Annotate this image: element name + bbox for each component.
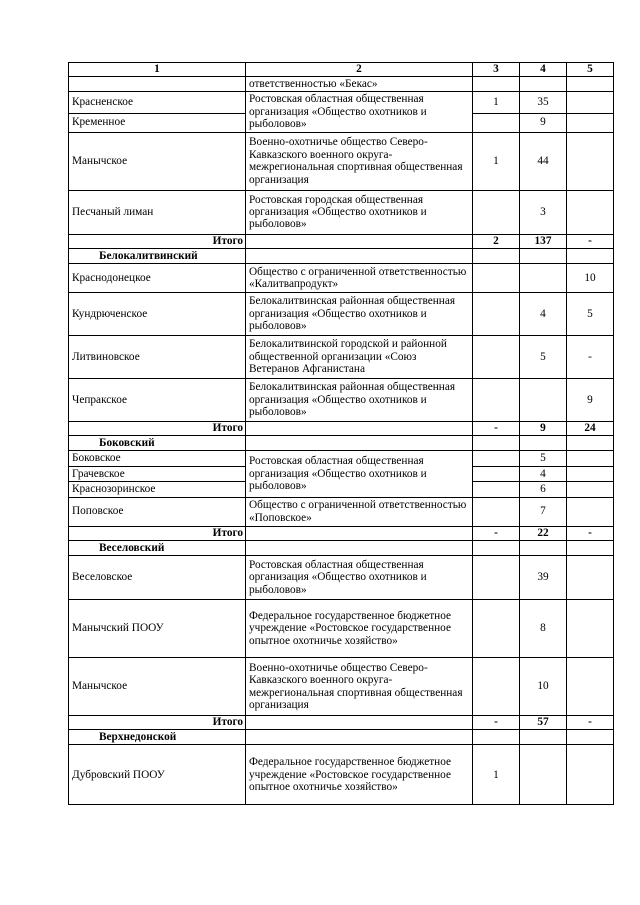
district-row	[69, 436, 614, 451]
total-label: Итого	[69, 422, 246, 436]
table-row	[69, 658, 614, 716]
organization-cell: Ростовская областная общественная организация «Общество охотников и рыболовов»	[246, 556, 473, 600]
table-row	[69, 190, 614, 234]
col-header-1: 1	[69, 63, 246, 77]
value-cell	[567, 658, 614, 716]
value-cell	[567, 451, 614, 466]
value-cell	[567, 466, 614, 481]
organization-cell: Общество с ограниченной ответственностью «Поповское»	[246, 497, 473, 526]
value-cell: 7	[520, 497, 567, 526]
area-name: Поповское	[69, 497, 246, 526]
area-name: Боковское	[69, 451, 246, 466]
total-value: -	[567, 526, 614, 540]
value-cell	[473, 658, 520, 716]
district-name: Веселовский	[69, 540, 246, 555]
hunting-grounds-table	[68, 62, 614, 805]
total-row	[69, 526, 614, 540]
table-row	[69, 497, 614, 526]
area-name: Чепракское	[69, 379, 246, 422]
total-value: -	[473, 716, 520, 730]
table-row	[69, 451, 614, 466]
total-label: Итого	[69, 716, 246, 730]
area-name: Манычское	[69, 132, 246, 190]
table-row	[69, 379, 614, 422]
organization-cell: Ростовская областная общественная организация «Общество охотников и рыболовов»	[246, 92, 473, 132]
value-cell	[567, 745, 614, 805]
area-name: Грачевское	[69, 466, 246, 481]
total-value: -	[567, 234, 614, 248]
district-name: Верхнедонской	[69, 730, 246, 745]
value-cell	[473, 379, 520, 422]
value-cell: 35	[520, 92, 567, 113]
value-cell	[473, 451, 520, 466]
table-row	[69, 264, 614, 293]
value-cell: 5	[520, 451, 567, 466]
organization-cell: Белокалитвинская районная общественная организация «Общество охотников и рыболовов»	[246, 379, 473, 422]
table-row	[69, 293, 614, 336]
value-cell	[473, 482, 520, 497]
table-row	[69, 600, 614, 658]
value-cell	[473, 293, 520, 336]
total-label: Итого	[69, 234, 246, 248]
total-row	[69, 234, 614, 248]
value-cell: 9	[567, 379, 614, 422]
value-cell: 5	[520, 336, 567, 379]
value-cell	[567, 497, 614, 526]
table-row	[69, 336, 614, 379]
value-cell	[473, 497, 520, 526]
value-cell	[567, 92, 614, 113]
value-cell	[473, 556, 520, 600]
total-value: 57	[520, 716, 567, 730]
col-header-5: 5	[567, 63, 614, 77]
value-cell	[567, 600, 614, 658]
value-cell	[567, 482, 614, 497]
value-cell: 4	[520, 466, 567, 481]
area-name: Кундрюченское	[69, 293, 246, 336]
value-cell	[473, 466, 520, 481]
organization-cell: Ростовская городская общественная организация «Общество охотников и рыболовов»	[246, 190, 473, 234]
district-row	[69, 540, 614, 555]
area-name: Краснозоринское	[69, 482, 246, 497]
value-cell	[567, 113, 614, 132]
col-header-4: 4	[520, 63, 567, 77]
organization-cell: Военно-охотничье общество Северо-Кавказского военного округа-межрегиональная спортивная общественная организация	[246, 132, 473, 190]
total-label: Итого	[69, 526, 246, 540]
organization-cell: Белокалитвинской городской и районной общественной организации «Союз Ветеранов Афганистана	[246, 336, 473, 379]
value-cell: 4	[520, 293, 567, 336]
total-row	[69, 422, 614, 436]
value-cell: 1	[473, 745, 520, 805]
area-name: Манычское	[69, 658, 246, 716]
table-row	[69, 745, 614, 805]
value-cell: 6	[520, 482, 567, 497]
total-value: 9	[520, 422, 567, 436]
value-cell	[473, 336, 520, 379]
value-cell: 39	[520, 556, 567, 600]
value-cell: -	[567, 336, 614, 379]
table-row	[69, 132, 614, 190]
area-name: Кременное	[69, 113, 246, 132]
organization-cell: Федеральное государственное бюджетное учреждение «Ростовское государственное опытное охотничье хозяйство»	[246, 745, 473, 805]
col-header-3: 3	[473, 63, 520, 77]
district-name: Боковский	[69, 436, 246, 451]
table-row	[69, 92, 614, 113]
total-value: -	[567, 716, 614, 730]
value-cell: 8	[520, 600, 567, 658]
area-name: Манычский ПООУ	[69, 600, 246, 658]
value-cell	[520, 745, 567, 805]
value-cell: 3	[520, 190, 567, 234]
table-row	[69, 556, 614, 600]
district-row	[69, 248, 614, 263]
value-cell	[567, 132, 614, 190]
total-value: 22	[520, 526, 567, 540]
total-row	[69, 716, 614, 730]
value-cell	[473, 264, 520, 293]
total-value: -	[473, 422, 520, 436]
organization-cell: Общество с ограниченной ответственностью «Калитвапродукт»	[246, 264, 473, 293]
total-value: 24	[567, 422, 614, 436]
value-cell	[520, 264, 567, 293]
district-name: Белокалитвинский	[69, 248, 246, 263]
total-value: 2	[473, 234, 520, 248]
organization-cell: Федеральное государственное бюджетное учреждение «Ростовское государственное опытное охотничье хозяйство»	[246, 600, 473, 658]
value-cell: 10	[567, 264, 614, 293]
value-cell	[473, 600, 520, 658]
value-cell: 5	[567, 293, 614, 336]
col-header-2: 2	[246, 63, 473, 77]
area-name: Песчаный лиман	[69, 190, 246, 234]
area-name: Красненское	[69, 92, 246, 113]
organization-cell: Ростовская областная общественная организация «Общество охотников и рыболовов»	[246, 451, 473, 497]
organization-cell: Военно-охотничье общество Северо-Кавказского военного округа-межрегиональная спортивная общественная организация	[246, 658, 473, 716]
value-cell: 10	[520, 658, 567, 716]
district-row	[69, 730, 614, 745]
total-value: -	[473, 526, 520, 540]
value-cell	[567, 556, 614, 600]
area-name: Веселовское	[69, 556, 246, 600]
area-name: Краснодонецкое	[69, 264, 246, 293]
value-cell: 9	[520, 113, 567, 132]
value-cell	[520, 379, 567, 422]
value-cell	[567, 190, 614, 234]
value-cell: 1	[473, 92, 520, 113]
value-cell: 44	[520, 132, 567, 190]
value-cell	[473, 190, 520, 234]
total-value: 137	[520, 234, 567, 248]
value-cell: 1	[473, 132, 520, 190]
area-name: Дубровский ПООУ	[69, 745, 246, 805]
table-row	[69, 77, 614, 92]
value-cell	[473, 113, 520, 132]
organization-cell: ответственностью «Бекас»	[246, 77, 473, 92]
column-number-row	[69, 63, 614, 77]
area-name: Литвиновское	[69, 336, 246, 379]
organization-cell: Белокалитвинская районная общественная организация «Общество охотников и рыболовов»	[246, 293, 473, 336]
